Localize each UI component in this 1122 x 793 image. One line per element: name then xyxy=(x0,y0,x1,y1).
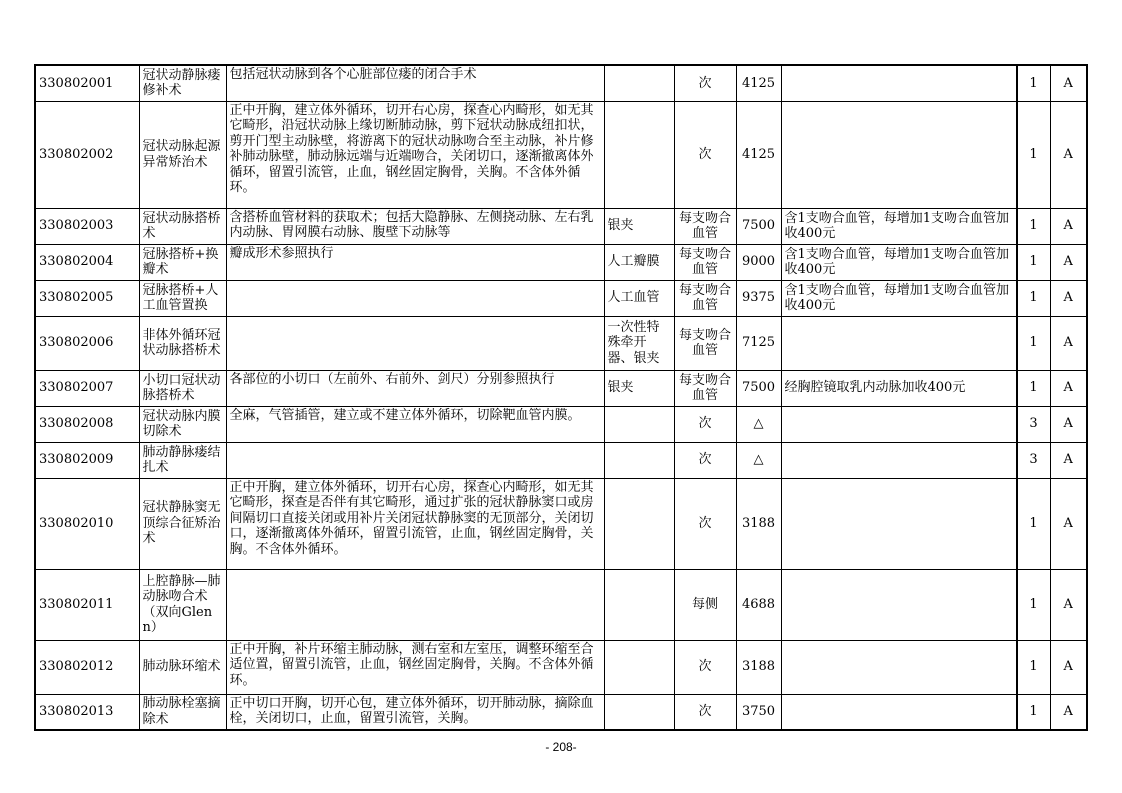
item-price: 7500 xyxy=(736,208,781,244)
item-level: 1 xyxy=(1017,101,1050,208)
item-name: 小切口冠状动脉搭桥术 xyxy=(139,370,226,406)
item-name: 冠状动静脉瘘修补术 xyxy=(139,65,226,101)
item-price: 4125 xyxy=(736,65,781,101)
item-class: A xyxy=(1050,65,1087,101)
item-description: 正中开胸，补片环缩主肺动脉，测右室和左室压，调整环缩至合适位置，留置引流管，止血，钢丝固定胸骨，关胸。不含体外循环。 xyxy=(226,640,604,694)
item-description: 各部位的小切口（左前外、右前外、剑尺）分别参照执行 xyxy=(226,370,604,406)
item-level: 1 xyxy=(1017,244,1050,280)
item-material xyxy=(604,640,674,694)
table-row xyxy=(35,406,1087,442)
item-unit: 次 xyxy=(674,478,736,569)
item-material xyxy=(604,694,674,730)
item-name: 肺动脉栓塞摘除术 xyxy=(139,694,226,730)
item-level: 1 xyxy=(1017,370,1050,406)
item-material xyxy=(604,101,674,208)
item-class: A xyxy=(1050,694,1087,730)
item-level: 1 xyxy=(1017,569,1050,640)
item-description: 包括冠状动脉到各个心脏部位瘘的闭合手术 xyxy=(226,65,604,101)
table-row xyxy=(35,442,1087,478)
item-material: 银夹 xyxy=(604,208,674,244)
item-note: 含1支吻合血管，每增加1支吻合血管加收400元 xyxy=(781,280,1016,316)
item-unit: 每支吻合血管 xyxy=(674,280,736,316)
item-price: 9000 xyxy=(736,244,781,280)
item-description xyxy=(226,280,604,316)
item-price: 4125 xyxy=(736,101,781,208)
item-unit: 每支吻合血管 xyxy=(674,244,736,280)
item-price: 3750 xyxy=(736,694,781,730)
item-code: 330802009 xyxy=(35,442,139,478)
item-level: 1 xyxy=(1017,208,1050,244)
item-unit: 每支吻合血管 xyxy=(674,208,736,244)
item-class: A xyxy=(1050,370,1087,406)
item-price: 7125 xyxy=(736,316,781,370)
item-unit: 每支吻合血管 xyxy=(674,370,736,406)
item-material xyxy=(604,569,674,640)
item-description: 瓣成形术参照执行 xyxy=(226,244,604,280)
table-row xyxy=(35,640,1087,694)
item-level: 1 xyxy=(1017,478,1050,569)
item-unit: 次 xyxy=(674,694,736,730)
item-unit: 次 xyxy=(674,65,736,101)
item-note: 含1支吻合血管，每增加1支吻合血管加收400元 xyxy=(781,208,1016,244)
item-material xyxy=(604,478,674,569)
item-note: 含1支吻合血管，每增加1支吻合血管加收400元 xyxy=(781,244,1016,280)
item-unit: 次 xyxy=(674,101,736,208)
item-name: 肺动静脉瘘结扎术 xyxy=(139,442,226,478)
item-unit: 次 xyxy=(674,406,736,442)
table-row xyxy=(35,316,1087,370)
item-note xyxy=(781,316,1016,370)
item-unit: 每支吻合血管 xyxy=(674,316,736,370)
item-class: A xyxy=(1050,101,1087,208)
item-level: 1 xyxy=(1017,694,1050,730)
item-description xyxy=(226,316,604,370)
table-row xyxy=(35,244,1087,280)
table-row xyxy=(35,208,1087,244)
item-material: 一次性特殊牵开器、银夹 xyxy=(604,316,674,370)
item-code: 330802001 xyxy=(35,65,139,101)
item-level: 1 xyxy=(1017,316,1050,370)
item-note xyxy=(781,478,1016,569)
item-code: 330802004 xyxy=(35,244,139,280)
item-code: 330802011 xyxy=(35,569,139,640)
item-price: 9375 xyxy=(736,280,781,316)
item-note xyxy=(781,640,1016,694)
item-price: 4688 xyxy=(736,569,781,640)
item-class: A xyxy=(1050,280,1087,316)
item-description: 正中切口开胸，切开心包，建立体外循环，切开肺动脉，摘除血栓，关闭切口，止血，留置引流管，关胸。 xyxy=(226,694,604,730)
item-level: 3 xyxy=(1017,442,1050,478)
item-note: 经胸腔镜取乳内动脉加收400元 xyxy=(781,370,1016,406)
item-material xyxy=(604,65,674,101)
item-level: 1 xyxy=(1017,640,1050,694)
item-price: △ xyxy=(736,442,781,478)
item-class: A xyxy=(1050,406,1087,442)
item-class: A xyxy=(1050,208,1087,244)
item-class: A xyxy=(1050,640,1087,694)
item-name: 冠脉搭桥+人工血管置换 xyxy=(139,280,226,316)
table-row xyxy=(35,65,1087,101)
item-price: △ xyxy=(736,406,781,442)
item-description: 正中开胸，建立体外循环，切开右心房，探查心内畸形，如无其它畸形，探查是否伴有其它畸形，通过扩张的冠状静脉窦口或房间隔切口直接关闭或用补片关闭冠状静脉窦的无顶部分，关闭切口，逐渐撤离体外循环，留置引流管，止血，钢丝固定胸骨，关胸。不含体外循环。 xyxy=(226,478,604,569)
item-code: 330802012 xyxy=(35,640,139,694)
item-class: A xyxy=(1050,442,1087,478)
item-name: 冠状动脉内膜切除术 xyxy=(139,406,226,442)
item-description: 正中开胸，建立体外循环，切开右心房，探查心内畸形，如无其它畸形，沿冠状动脉上缘切断肺动脉，剪下冠状动脉成纽扣状，剪开门型主动脉壁，将游离下的冠状动脉吻合至主动脉，补片修补肺动脉壁，肺动脉远端与近端吻合，关闭切口，逐渐撤离体外循环，留置引流管，止血，钢丝固定胸骨，关胸。不含体外循环。 xyxy=(226,101,604,208)
table-row xyxy=(35,101,1087,208)
item-class: A xyxy=(1050,244,1087,280)
table-row xyxy=(35,694,1087,730)
item-material xyxy=(604,406,674,442)
item-name: 冠状动脉搭桥术 xyxy=(139,208,226,244)
item-class: A xyxy=(1050,316,1087,370)
item-note xyxy=(781,569,1016,640)
item-name: 冠脉搭桥+换瓣术 xyxy=(139,244,226,280)
item-name: 冠状动脉起源异常矫治术 xyxy=(139,101,226,208)
table-row xyxy=(35,280,1087,316)
item-unit: 次 xyxy=(674,442,736,478)
item-material xyxy=(604,442,674,478)
item-description: 全麻，气管插管，建立或不建立体外循环，切除靶血管内膜。 xyxy=(226,406,604,442)
table-row xyxy=(35,370,1087,406)
fee-schedule-table xyxy=(34,64,1088,731)
item-note xyxy=(781,65,1016,101)
item-code: 330802008 xyxy=(35,406,139,442)
item-unit: 次 xyxy=(674,640,736,694)
item-price: 3188 xyxy=(736,640,781,694)
item-code: 330802013 xyxy=(35,694,139,730)
item-material: 银夹 xyxy=(604,370,674,406)
table-row xyxy=(35,478,1087,569)
item-description: 含搭桥血管材料的获取术；包括大隐静脉、左侧挠动脉、左右乳内动脉、胃网膜右动脉、腹壁下动脉等 xyxy=(226,208,604,244)
item-note xyxy=(781,406,1016,442)
item-price: 3188 xyxy=(736,478,781,569)
item-level: 3 xyxy=(1017,406,1050,442)
item-code: 330802006 xyxy=(35,316,139,370)
item-description xyxy=(226,442,604,478)
item-note xyxy=(781,442,1016,478)
item-code: 330802010 xyxy=(35,478,139,569)
item-code: 330802003 xyxy=(35,208,139,244)
item-code: 330802002 xyxy=(35,101,139,208)
item-class: A xyxy=(1050,569,1087,640)
item-name: 肺动脉环缩术 xyxy=(139,640,226,694)
item-level: 1 xyxy=(1017,65,1050,101)
item-material: 人工血管 xyxy=(604,280,674,316)
item-unit: 每侧 xyxy=(674,569,736,640)
page-number: - 208- xyxy=(545,740,577,754)
item-level: 1 xyxy=(1017,280,1050,316)
item-material: 人工瓣膜 xyxy=(604,244,674,280)
item-code: 330802007 xyxy=(35,370,139,406)
table-row xyxy=(35,569,1087,640)
item-name: 非体外循环冠状动脉搭桥术 xyxy=(139,316,226,370)
item-name: 上腔静脉—肺动脉吻合术（双向Glenn） xyxy=(139,569,226,640)
item-class: A xyxy=(1050,478,1087,569)
item-price: 7500 xyxy=(736,370,781,406)
item-description xyxy=(226,569,604,640)
item-code: 330802005 xyxy=(35,280,139,316)
item-note xyxy=(781,101,1016,208)
item-note xyxy=(781,694,1016,730)
item-name: 冠状静脉窦无顶综合征矫治术 xyxy=(139,478,226,569)
